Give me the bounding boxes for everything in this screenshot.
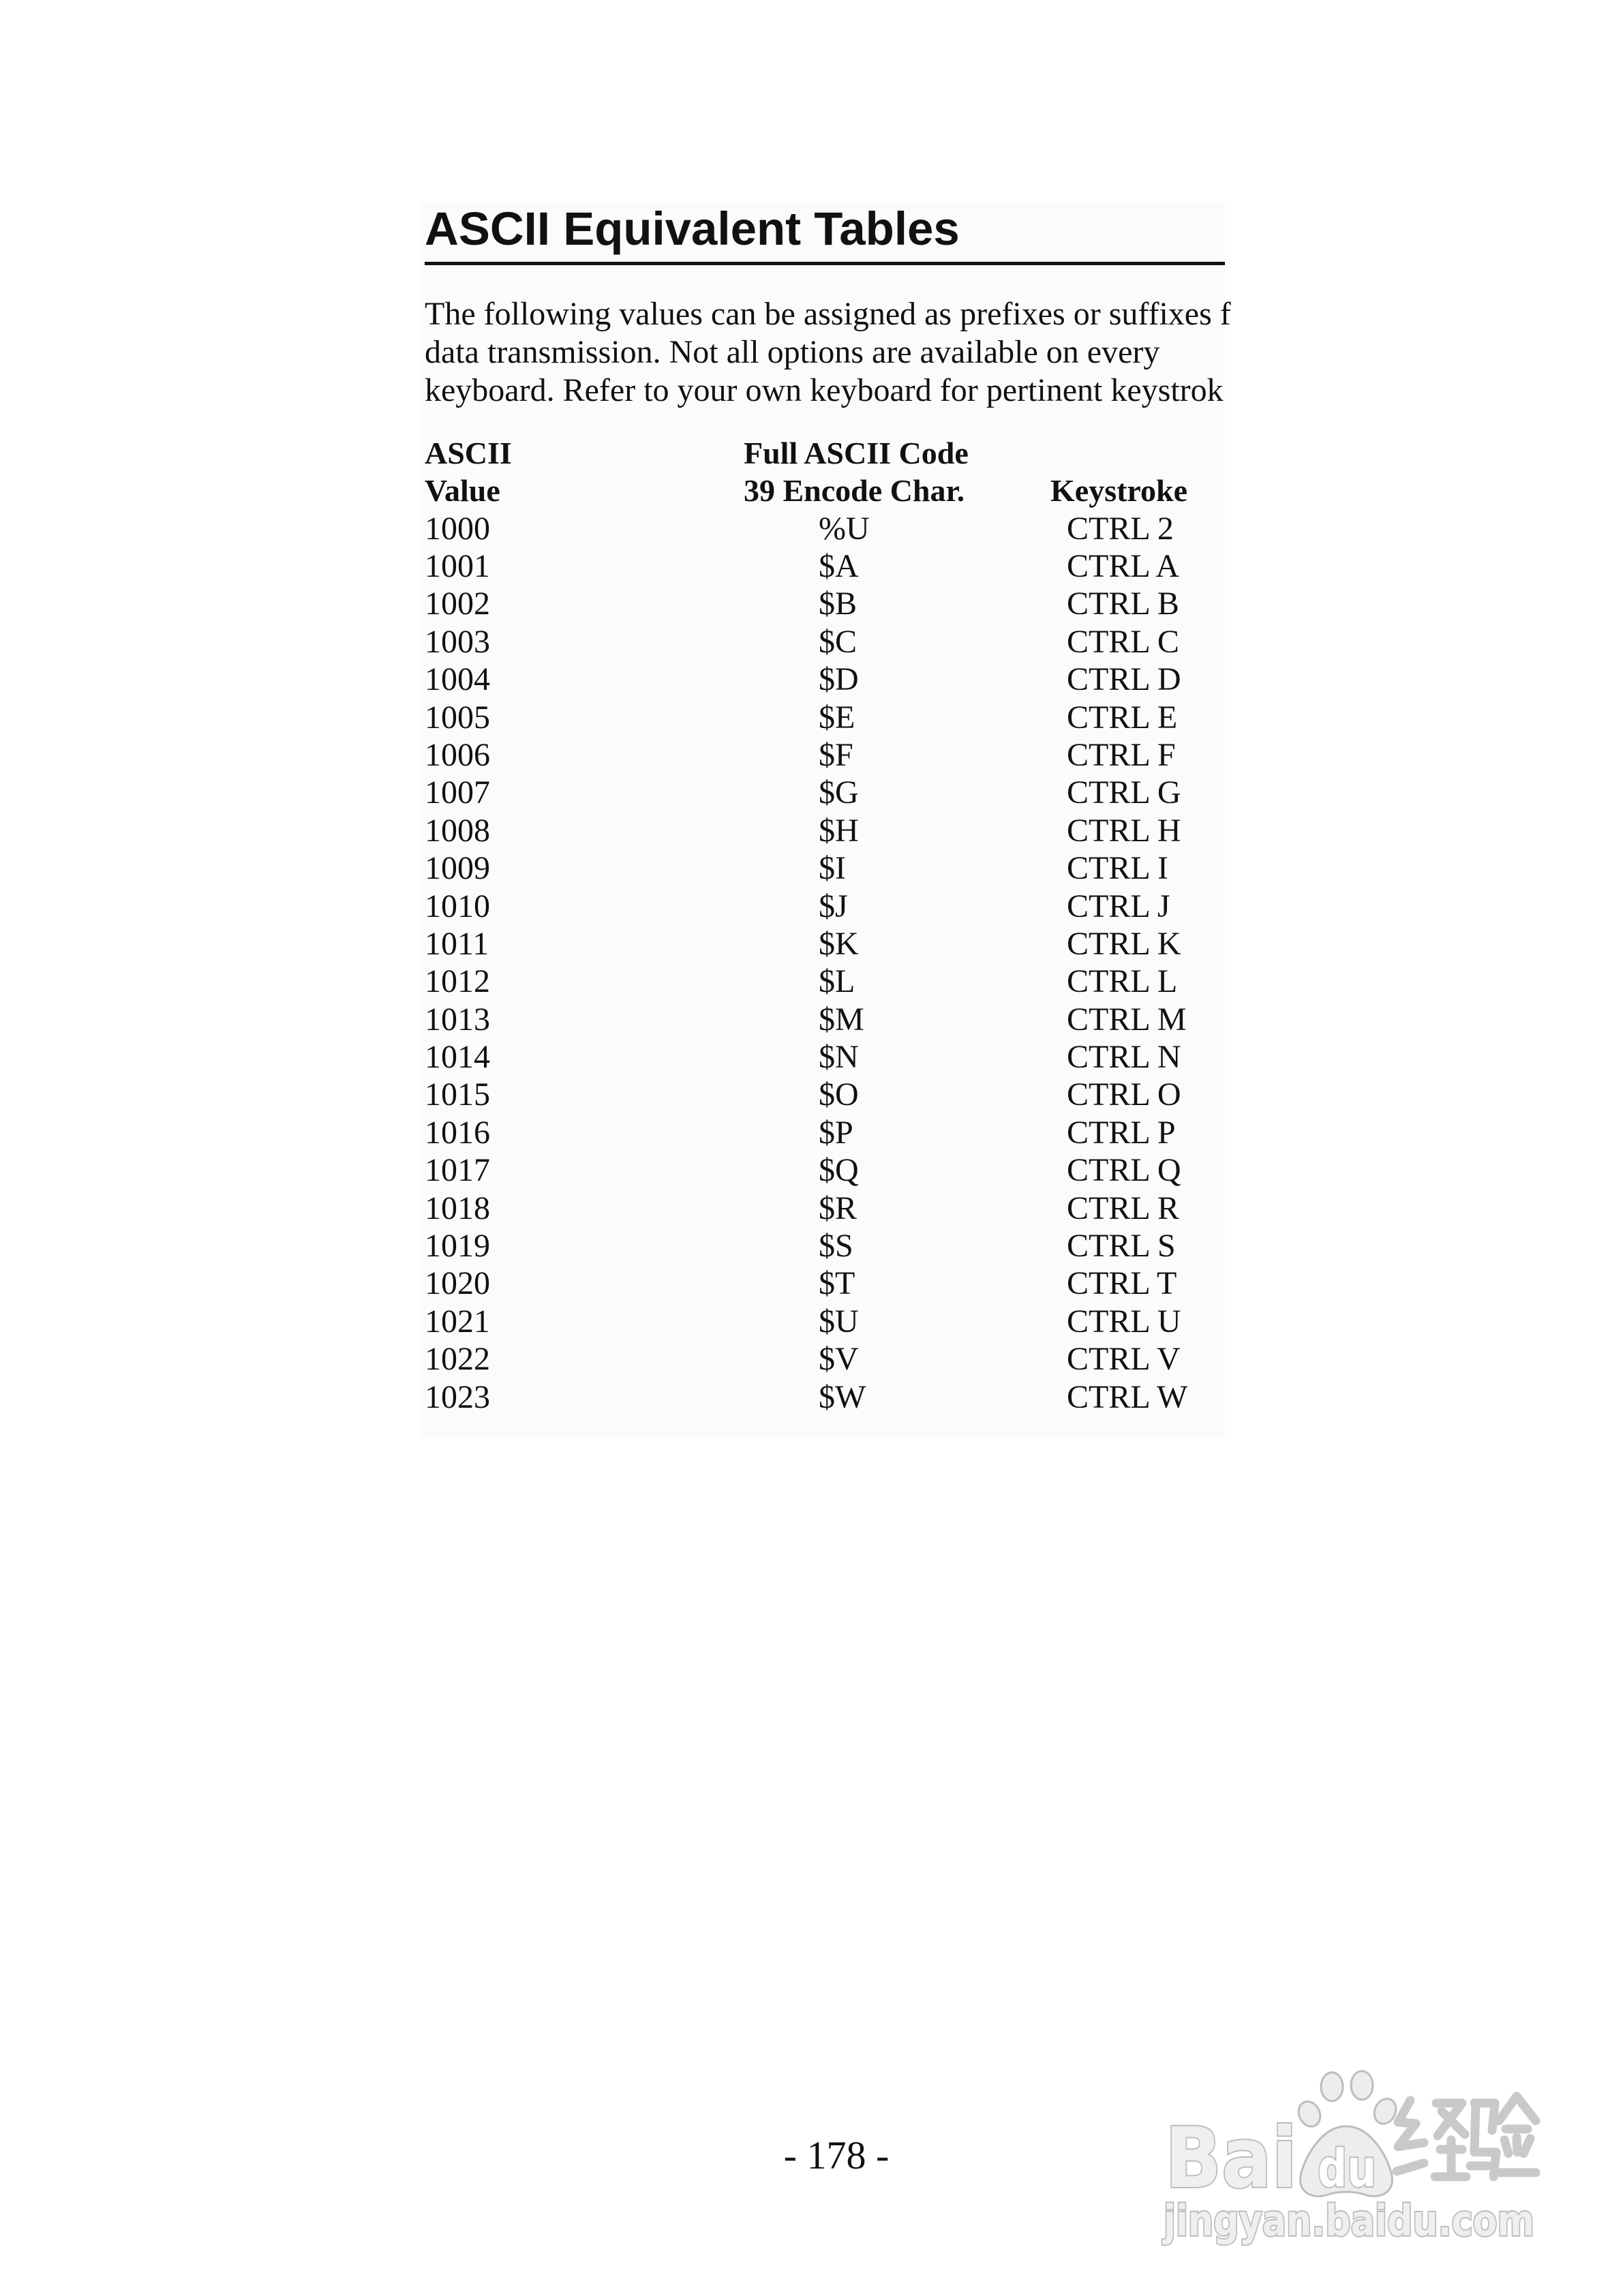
code39-char-cell: $B: [819, 586, 858, 622]
code39-char-cell: $V: [819, 1341, 859, 1378]
code39-char-cell: $L: [819, 963, 855, 1000]
table-row: [421, 585, 1225, 622]
code39-char-cell: $G: [819, 774, 859, 811]
header-value: Value: [425, 473, 500, 509]
keystroke-cell: CTRL M: [1067, 1001, 1187, 1038]
code39-char-cell: $U: [819, 1303, 859, 1340]
intro-line: The following values can be assigned as prefixes or suffixes f: [425, 296, 1231, 332]
keystroke-cell: CTRL T: [1067, 1265, 1177, 1302]
table-row: [421, 1076, 1225, 1113]
keystroke-cell: CTRL A: [1067, 547, 1179, 584]
ascii-value-cell: 1002: [425, 586, 490, 622]
watermark-brand-du: du: [1318, 2138, 1376, 2199]
page-title: ASCII Equivalent Tables: [425, 202, 960, 255]
intro-line: keyboard. Refer to your own keyboard for pertinent keystrok: [425, 372, 1224, 408]
page-number: - 178 -: [783, 2133, 890, 2177]
scanned-manual-section: [421, 202, 1231, 1438]
keystroke-cell: CTRL F: [1067, 736, 1176, 773]
table-row: [421, 623, 1225, 661]
code39-char-cell: $K: [819, 925, 859, 962]
watermark-url: jingyan.baidu.com: [1162, 2196, 1534, 2246]
watermark-brand-bai: Bai: [1165, 2110, 1297, 2207]
ascii-value-cell: 1014: [425, 1039, 490, 1076]
code39-char-cell: $T: [819, 1265, 855, 1302]
code39-char-cell: $Q: [819, 1152, 859, 1189]
table-row: [421, 925, 1225, 963]
table-row: [421, 812, 1225, 849]
ascii-value-cell: 1015: [425, 1076, 490, 1113]
table-row: [421, 1303, 1225, 1340]
ascii-value-cell: 1021: [425, 1303, 490, 1340]
intro-paragraph: [425, 295, 1243, 410]
ascii-value-cell: 1018: [425, 1190, 490, 1226]
ascii-value-cell: 1000: [425, 510, 490, 547]
ascii-value-cell: 1003: [425, 623, 490, 660]
header-keystroke: Keystroke: [1050, 473, 1188, 509]
table-row: [421, 1114, 1225, 1151]
keystroke-cell: CTRL 2: [1067, 510, 1174, 547]
keystroke-cell: CTRL I: [1067, 850, 1168, 887]
table-row: [421, 1378, 1225, 1416]
code39-char-cell: $E: [819, 699, 855, 736]
ascii-value-cell: 1019: [425, 1228, 490, 1265]
table-row: [421, 1340, 1225, 1378]
table-row: [421, 888, 1225, 925]
keystroke-cell: CTRL R: [1067, 1190, 1179, 1226]
table-row: [421, 661, 1225, 698]
table-row: [421, 547, 1225, 585]
keystroke-cell: CTRL J: [1067, 888, 1170, 924]
keystroke-cell: CTRL S: [1067, 1228, 1176, 1265]
code39-char-cell: $J: [819, 888, 848, 924]
table-row: [421, 774, 1225, 811]
ascii-value-cell: 1005: [425, 699, 490, 736]
ascii-table: [421, 510, 1225, 1416]
baidu-jingyan-watermark: [1155, 2062, 1547, 2267]
keystroke-cell: CTRL V: [1067, 1341, 1181, 1378]
code39-char-cell: $C: [819, 623, 858, 660]
code39-char-cell: $F: [819, 736, 853, 773]
keystroke-cell: CTRL L: [1067, 963, 1178, 1000]
ascii-value-cell: 1022: [425, 1341, 490, 1378]
header-ascii: ASCII: [425, 435, 512, 470]
keystroke-cell: CTRL Q: [1067, 1152, 1181, 1189]
title-divider: [425, 262, 1225, 265]
keystroke-cell: CTRL P: [1067, 1114, 1176, 1151]
table-row: [421, 1190, 1225, 1227]
ascii-value-cell: 1006: [425, 736, 490, 773]
table-row: [421, 963, 1225, 1000]
keystroke-cell: CTRL H: [1067, 812, 1181, 849]
table-row: [421, 736, 1225, 774]
ascii-value-cell: 1016: [425, 1114, 490, 1151]
table-header: [421, 434, 1225, 510]
code39-char-cell: $M: [819, 1001, 864, 1038]
header-encode-char: 39 Encode Char.: [744, 473, 965, 509]
keystroke-cell: CTRL O: [1067, 1076, 1181, 1113]
keystroke-cell: CTRL U: [1067, 1303, 1181, 1340]
table-header-row: [421, 472, 1225, 509]
code39-char-cell: $P: [819, 1114, 853, 1151]
intro-line: data transmission. Not all options are available on every: [425, 334, 1160, 370]
table-row: [421, 849, 1225, 887]
ascii-value-cell: 1010: [425, 888, 490, 924]
ascii-value-cell: 1020: [425, 1265, 490, 1302]
code39-char-cell: $W: [819, 1378, 866, 1415]
header-full-ascii-code: Full ASCII Code: [744, 435, 969, 470]
code39-char-cell: %U: [819, 510, 870, 547]
code39-char-cell: $N: [819, 1039, 859, 1076]
keystroke-cell: CTRL C: [1067, 623, 1179, 660]
ascii-value-cell: 1004: [425, 661, 490, 698]
table-row: [421, 699, 1225, 736]
ascii-value-cell: 1001: [425, 547, 490, 584]
table-row: [421, 1038, 1225, 1076]
table-row: [421, 510, 1225, 547]
ascii-value-cell: 1008: [425, 812, 490, 849]
code39-char-cell: $R: [819, 1190, 858, 1226]
ascii-value-cell: 1012: [425, 963, 490, 1000]
ascii-value-cell: 1017: [425, 1152, 490, 1189]
keystroke-cell: CTRL G: [1067, 774, 1181, 811]
code39-char-cell: $O: [819, 1076, 859, 1113]
table-row: [421, 1227, 1225, 1265]
keystroke-cell: CTRL K: [1067, 925, 1181, 962]
ascii-value-cell: 1013: [425, 1001, 490, 1038]
keystroke-cell: CTRL E: [1067, 699, 1178, 736]
keystroke-cell: CTRL B: [1067, 586, 1179, 622]
ascii-value-cell: 1007: [425, 774, 490, 811]
code39-char-cell: $S: [819, 1228, 853, 1265]
keystroke-cell: CTRL W: [1067, 1378, 1188, 1415]
table-row: [421, 1001, 1225, 1038]
ascii-value-cell: 1009: [425, 850, 490, 887]
code39-char-cell: $D: [819, 661, 859, 698]
keystroke-cell: CTRL D: [1067, 661, 1181, 698]
watermark-product-mark: [1397, 2096, 1536, 2177]
table-row: [421, 1151, 1225, 1189]
table-row: [421, 1265, 1225, 1302]
ascii-value-cell: 1011: [425, 925, 489, 962]
ascii-value-cell: 1023: [425, 1378, 490, 1415]
code39-char-cell: $A: [819, 547, 859, 584]
code39-char-cell: $H: [819, 812, 859, 849]
table-header-row: [421, 434, 1225, 472]
keystroke-cell: CTRL N: [1067, 1039, 1181, 1076]
code39-char-cell: $I: [819, 850, 846, 887]
